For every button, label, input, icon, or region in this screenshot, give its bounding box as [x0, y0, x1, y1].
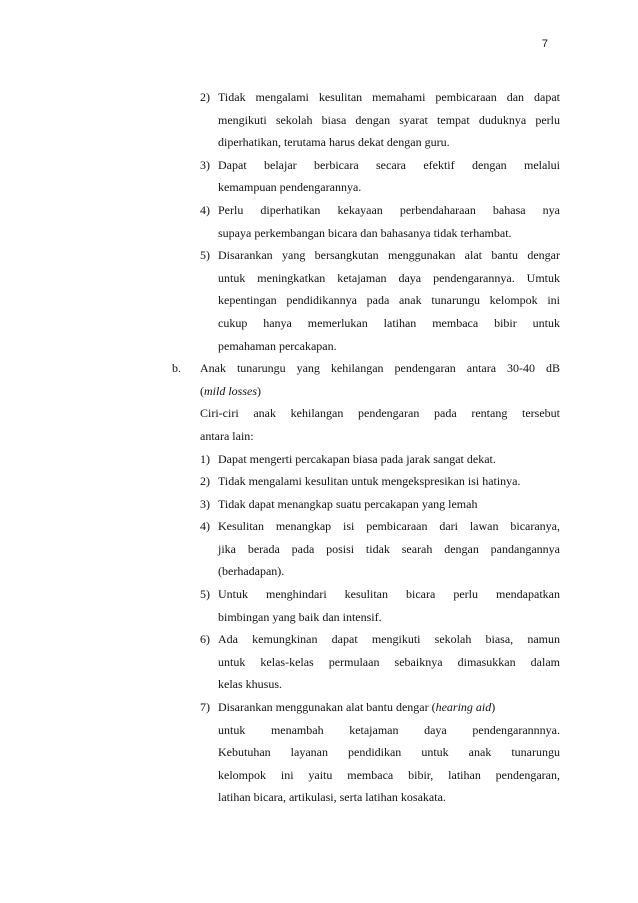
- list-item-line: untuk meningkatkan ketajaman daya pendengarannya. Umtuk: [218, 270, 560, 285]
- list-item-line: (berhadapan).: [218, 564, 285, 579]
- list-item-line: Tidak mengalami kesulitan memahami pembicaraan dan dapat: [218, 90, 560, 104]
- section-b-heading: [172, 357, 560, 402]
- list-item-line: Kebutuhan layanan pendidikan untuk anak tunarungu: [218, 745, 560, 760]
- list-item: [172, 448, 560, 471]
- list-a-continued: [172, 86, 560, 357]
- section-b-intro-line: antara lain:: [200, 428, 254, 443]
- list-item-line: Tidak mengalami kesulitan untuk mengekspresikan isi hatinya.: [218, 474, 521, 489]
- section-b-number: b.: [172, 361, 181, 376]
- list-item-line: diperhatikan, terutama harus dekat dengan guru.: [218, 135, 450, 150]
- list-item: [172, 493, 560, 516]
- list-item-line: kelas khusus.: [218, 677, 282, 692]
- list-item-number: 4): [200, 202, 210, 217]
- list-item: [172, 515, 560, 583]
- list-item: [172, 696, 560, 809]
- list-item-line: jika berada pada posisi tidak searah dengan pandangannya: [218, 541, 560, 556]
- list-item-line: pemahaman percakapan.: [218, 338, 337, 353]
- list-item-italic: hearing aid: [435, 700, 492, 715]
- list-item-line: untuk menambah ketajaman daya pendengarannnya.: [218, 722, 560, 737]
- list-item-number: 3): [200, 157, 210, 172]
- list-item-line: Ada kemungkinan dapat mengikuti sekolah biasa, namun: [218, 632, 560, 647]
- list-item-line: Untuk menghindari kesulitan bicara perlu mendapatkan: [218, 587, 560, 602]
- list-item-number: 2): [200, 90, 210, 104]
- section-b-intro: [172, 402, 560, 447]
- section-b-intro-line: Ciri-ciri anak kehilangan pendengaran pada rentang tersebut: [200, 406, 560, 421]
- list-item: [172, 154, 560, 199]
- section-b-title: Anak tunarungu yang kehilangan pendengaran antara 30-40 dB: [200, 361, 560, 376]
- section-b-title-continued: (mild losses): [200, 383, 262, 398]
- list-item-number: 5): [200, 587, 210, 602]
- section-b-title-italic: mild losses: [204, 383, 258, 398]
- list-item-number: 4): [200, 519, 210, 534]
- list-item-line: mengikuti sekolah biasa dengan syarat tempat duduknya perlu: [218, 112, 560, 127]
- list-item-line: Tidak dapat menangkap suatu percakapan yang lemah: [218, 496, 478, 511]
- list-b: [172, 448, 560, 697]
- list-item-line: bimbingan yang baik dan intensif.: [218, 609, 382, 624]
- list-item-number: 3): [200, 496, 210, 511]
- list-item: [172, 244, 560, 357]
- document-body: [172, 86, 560, 809]
- list-item: [172, 583, 560, 628]
- list-item: [172, 470, 560, 493]
- list-item-number: 5): [200, 248, 210, 263]
- list-item-line: kelompok ini yaitu membaca bibir, latihan pendengaran,: [218, 767, 560, 782]
- list-item-number: 2): [200, 474, 210, 489]
- list-item-line: Dapat belajar berbicara secara efektif dengan melalui: [218, 157, 560, 172]
- page-number: 7: [541, 38, 548, 50]
- list-item-line: untuk kelas-kelas permulaan sebaiknya dimasukkan dalam: [218, 654, 560, 669]
- list-item-line: latihan bicara, artikulasi, serta latihan kosakata.: [218, 790, 446, 805]
- list-item-line: kemampuan pendengarannya.: [218, 180, 362, 195]
- list-item-line: Perlu diperhatikan kekayaan perbendaharaan bahasa nya: [218, 202, 560, 217]
- list-item: [172, 86, 560, 154]
- list-item-line: kepentingan pendidikannya pada anak tunarungu kelompok ini: [218, 293, 560, 308]
- list-item-line: cukup hanya memerlukan latihan membaca bibir untuk: [218, 315, 560, 330]
- list-item: [172, 628, 560, 696]
- list-item-line: supaya perkembangan bicara dan bahasanya tidak terhambat.: [218, 225, 512, 240]
- list-item-number: 1): [200, 451, 210, 466]
- list-item-number: 6): [200, 632, 210, 647]
- list-item-line: Kesulitan menangkap isi pembicaraan dari lawan bicaranya,: [218, 519, 560, 534]
- list-item: [172, 199, 560, 244]
- list-item-line: Dapat mengerti percakapan biasa pada jarak sangat dekat.: [218, 451, 496, 466]
- list-item-line: Disarankan yang bersangkutan menggunakan alat bantu dengar: [218, 248, 560, 263]
- list-item-number: 7): [200, 700, 210, 715]
- list-item-line: Disarankan menggunakan alat bantu dengar (hearing aid): [218, 700, 496, 715]
